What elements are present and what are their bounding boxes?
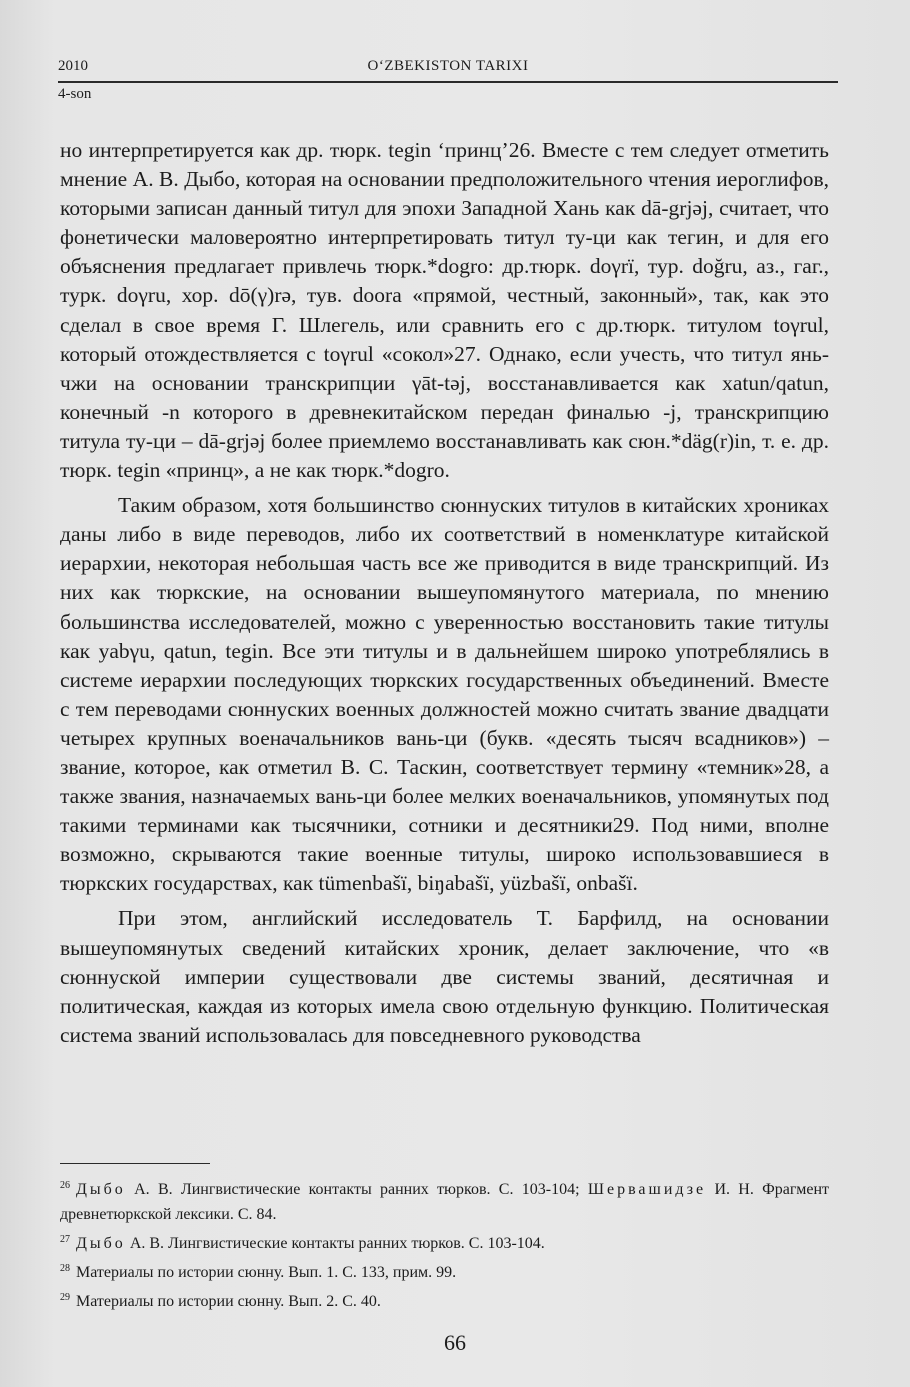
footnotes (60, 1173, 829, 1314)
footnote-text: А. В. Лингвистические контакты ранних тюрков. С. 103-104. (125, 1235, 545, 1252)
footnote-number: 26 (60, 1180, 70, 1191)
body-text (60, 136, 829, 1050)
footnote-28 (60, 1256, 829, 1285)
footnote-author: Шервашидзе (587, 1181, 707, 1198)
header-journal-title: O‘ZBEKISTON TARIXI (367, 58, 529, 74)
footnote-26 (60, 1173, 829, 1227)
footnote-rule (60, 1163, 210, 1164)
footnote-text: Материалы по истории сюнну. Вып. 1. С. 133, прим. 99. (76, 1264, 457, 1281)
paragraph-2-text: Таким образом, хотя большинство сюннуских титулов в китайских хрониках даны либо в виде переводов, либо их соответствий в номенклатуре китайской иерархии, некоторая небольшая часть все же приводится в виде транскрипций. Из них как тюркские, на основании вышеупомянутого материала, по мнению большинства исследователей, можно с уверенностью восстановить такие титулы как yabγu, qatun, tegin. Все эти титулы и в дальнейшем широко употреблялись в системе иерархии последующих тюркских государственных объединений. Вместе с тем переводами сюннуских военных должностей можно считать звание двадцати четырех крупных военачальников вань-ци (букв. «десять тысяч всадников») – звание, которое, как отметил В. С. Таскин, соответствует термину «темник»28, а также звания, назначаемых вань-ци более мелких военачальников, упомянутых под такими терминами как тысячники, сотники и десятники29. Под ними, вполне возможно, скрываются такие военные титулы, широко использовавшиеся в тюркских государствах, как tümenbašï, biŋabašï, yüzbašï, onbašï. (60, 493, 829, 896)
footnote-29 (60, 1285, 829, 1314)
footnote-27 (60, 1227, 829, 1256)
paragraph-3 (60, 904, 829, 1049)
footnote-text: Материалы по истории сюнну. Вып. 2. С. 40. (76, 1293, 381, 1310)
paragraph-1 (60, 136, 829, 485)
page-number: 66 (444, 1330, 466, 1355)
footnote-author: Дыбо (76, 1181, 126, 1198)
footnote-number: 28 (60, 1263, 70, 1274)
paragraph-1-text: но интерпретируется как др. тюрк. tegin ‘принц’26. Вместе с тем следует отметить мнение А. В. Дыбо, которая на основании предположительного чтения иероглифов, которыми записан данный титул для эпохи Западной Хань как dā-grjǝj, считает, что фонетически маловероятно интерпретировать титул ту-ци как тегин, и для его объяснения предлагает привлечь тюрк.*dogro: др.тюрк. doγrï, тур. doğru, аз., гаг., турк. doγru, хор. dō(γ)rǝ, тув. doora «прямой, честный, законный», так, как это сделал в свое время Г. Шлегель, или сравнить его с др.тюрк. титулом toγrul, который отождествляется с toγrul «сокол»27. Однако, если учесть, что титул янь-чжи на основании транскрипции γāt-tǝj, восстанавливается как xatun/qatun, конечный -n которого в древнекитайском передан финалью -j, транскрипцию титула ту-ци – dā-grjǝj более приемлемо восстанавливать как сюн.*däg(r)in, т. е. др. тюрк. tegin «принц», а не как тюрк.*dogro. (60, 138, 829, 483)
footnote-text: А. В. Лингвистические контакты ранних тюрков. С. 103-104; (125, 1181, 588, 1198)
paragraph-3-text: При этом, английский исследователь Т. Барфилд, на основании вышеупомянутых сведений китайских хроник, делает заключение, что «в сюннуской империи существовали две системы званий, десятичная и политическая, каждая из которых имела свою отдельную функцию. Политическая система званий использовалась для повседневного руководства (60, 906, 829, 1047)
header-year: 2010 (58, 58, 88, 74)
footnote-number: 27 (60, 1234, 70, 1245)
header-rule (58, 81, 838, 83)
footnote-number: 29 (60, 1292, 70, 1303)
running-header (58, 58, 838, 82)
footnote-text: И. Н. Фрагмент древнетюркской лексики. С. 84. (60, 1181, 830, 1223)
footnote-author: Дыбо (76, 1235, 126, 1252)
header-issue: 4-son (58, 86, 92, 102)
paragraph-2 (60, 491, 829, 898)
